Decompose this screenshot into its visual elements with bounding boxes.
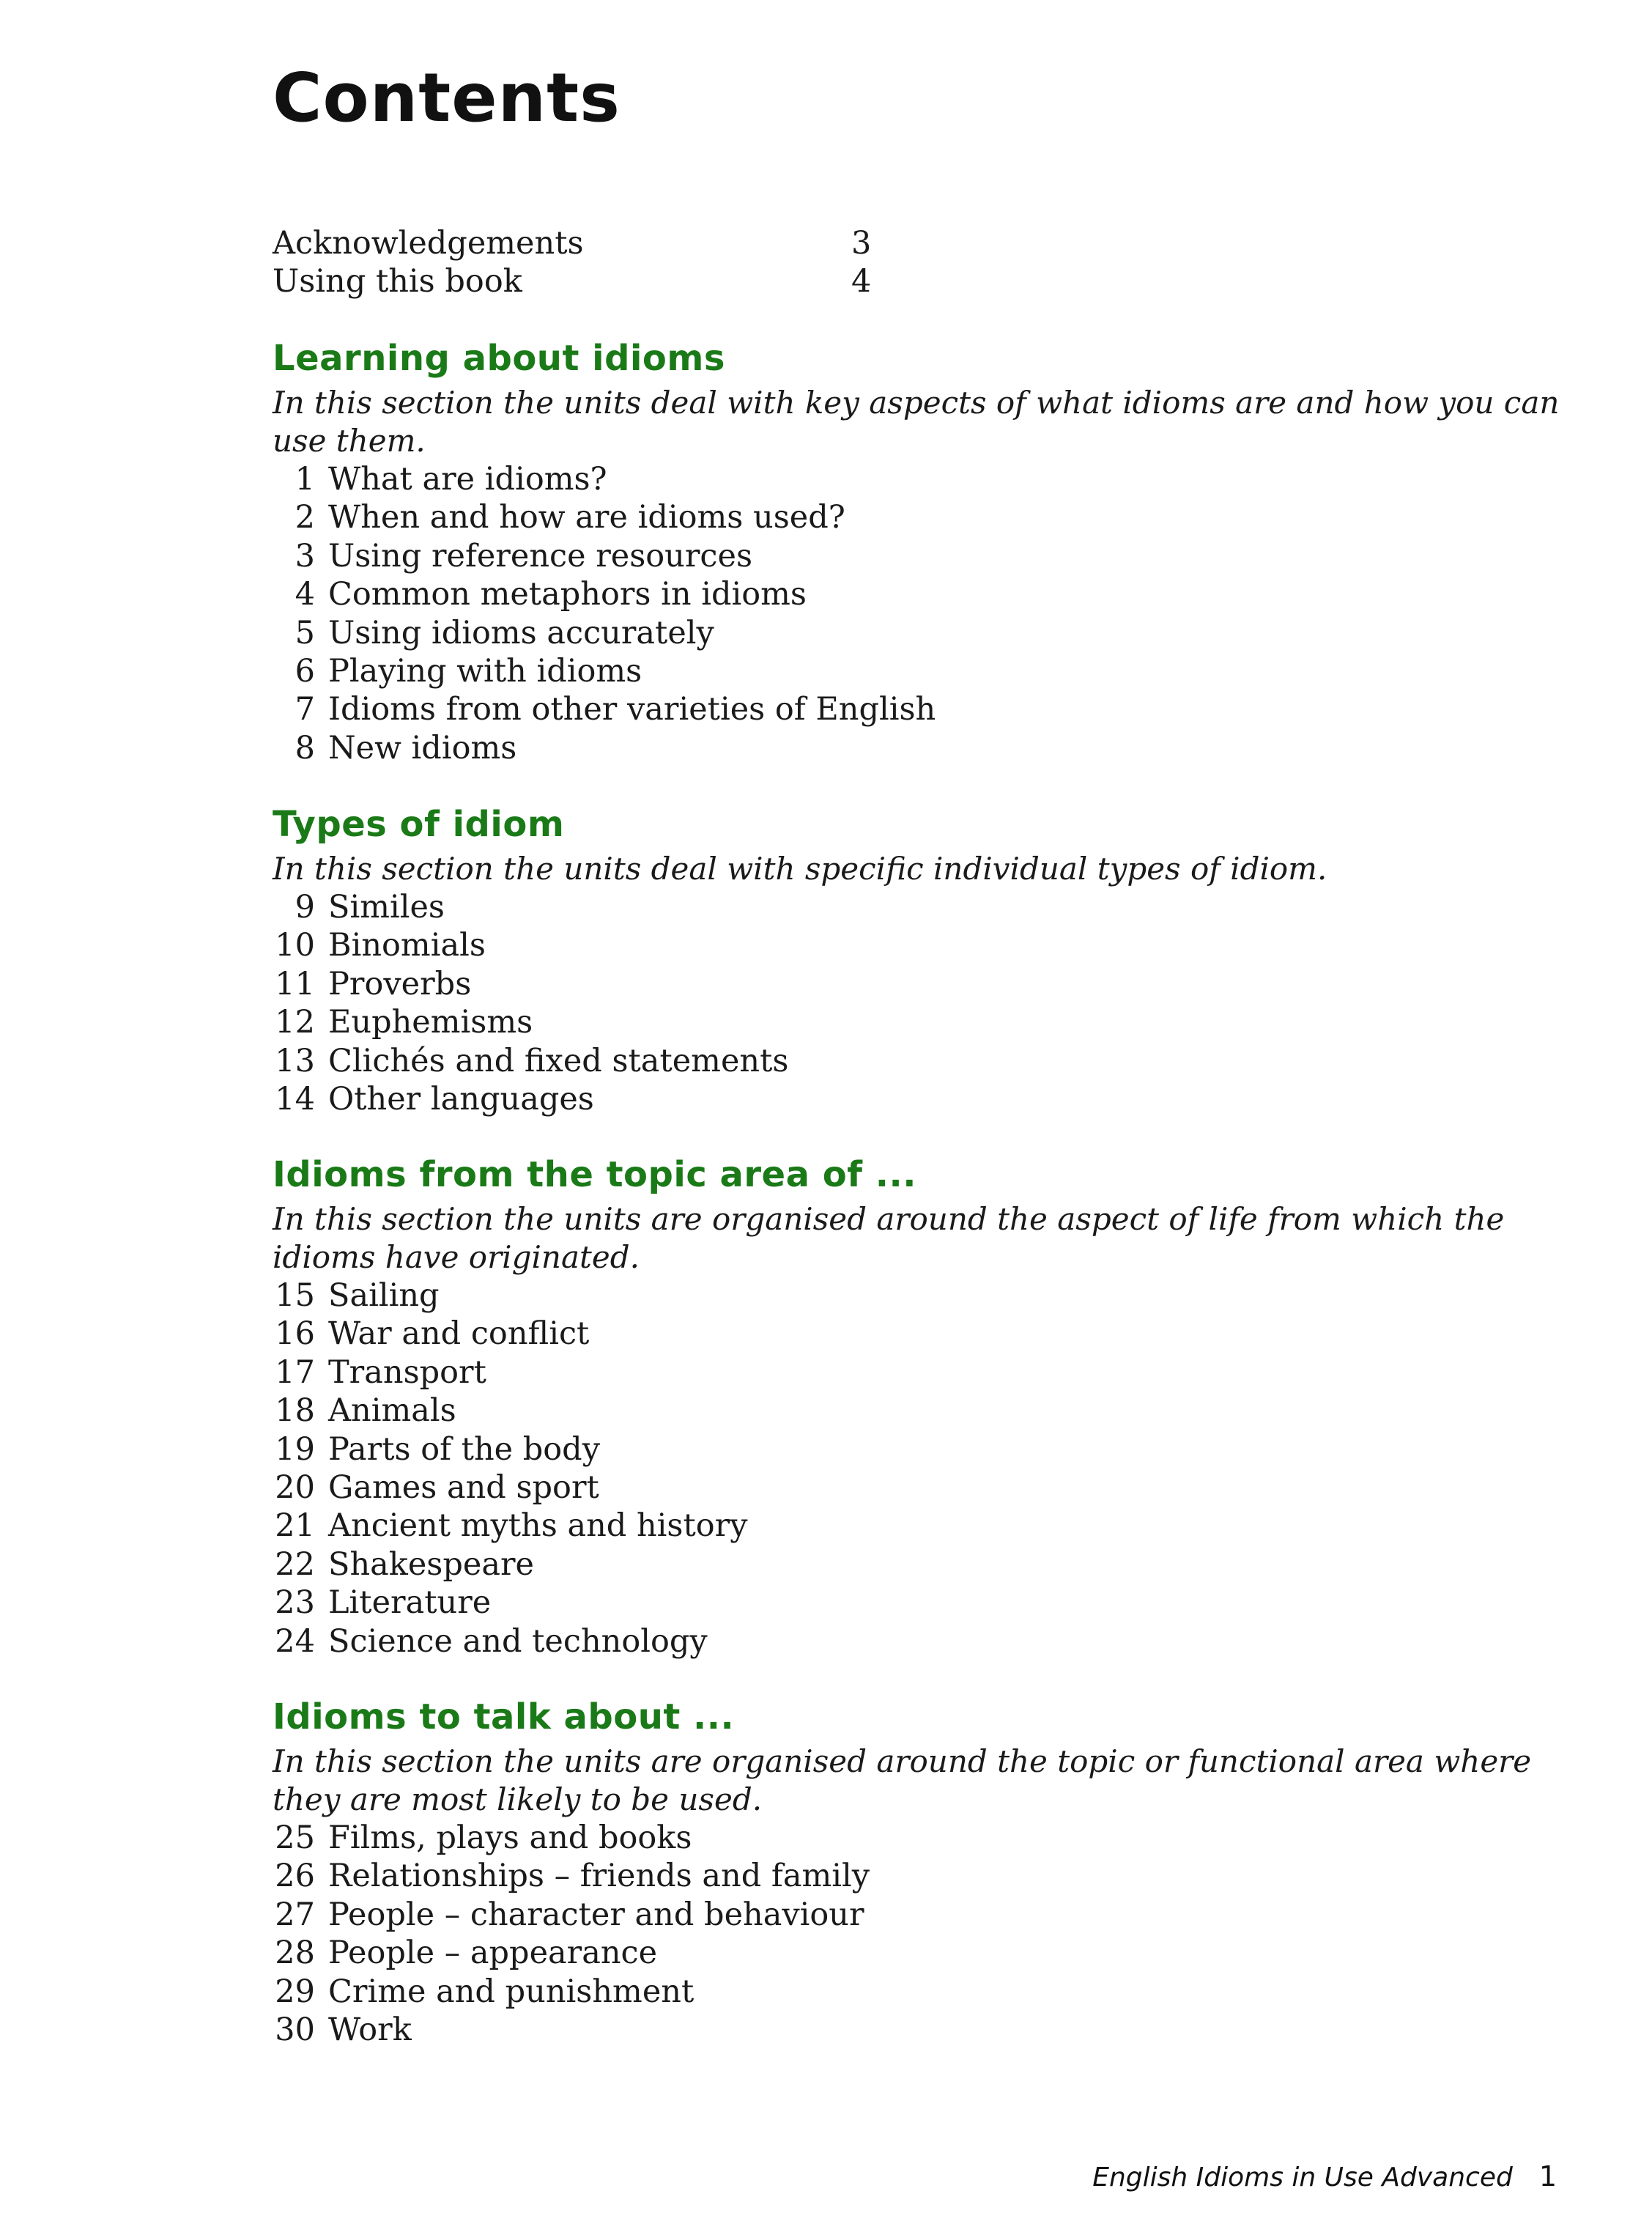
unit-number: 24	[275, 1622, 315, 1660]
unit-title: Binomials	[328, 927, 486, 964]
unit-item[interactable]	[273, 537, 1577, 575]
unit-title: Euphemisms	[328, 1004, 533, 1041]
unit-title: Science and technology	[328, 1622, 708, 1660]
unit-title: Using reference resources	[328, 537, 753, 575]
unit-number: 8	[295, 729, 315, 766]
unit-number: 23	[275, 1584, 315, 1622]
section-heading: Learning about idioms	[273, 338, 725, 379]
unit-title: Ancient myths and history	[328, 1507, 748, 1545]
unit-item[interactable]	[273, 1819, 1577, 1857]
unit-title: Relationships – friends and family	[328, 1858, 870, 1895]
section-description: In this section the units deal with key aspects of what idioms are and how you can use them.	[273, 385, 1560, 459]
unit-number: 28	[275, 1935, 315, 1972]
unit-number: 2	[295, 499, 315, 536]
unit-item[interactable]	[273, 1353, 1577, 1392]
unit-number: 19	[275, 1430, 315, 1468]
unit-item[interactable]	[273, 888, 1577, 926]
unit-item[interactable]	[273, 729, 1577, 767]
unit-item[interactable]	[273, 1622, 1577, 1660]
unit-title: Common metaphors in idioms	[328, 576, 807, 613]
unit-item[interactable]	[273, 652, 1577, 690]
page-title: Contents	[273, 59, 621, 137]
unit-number: 3	[295, 537, 315, 575]
unit-title: When and how are idioms used?	[328, 499, 845, 536]
unit-title: Using idioms accurately	[328, 614, 714, 651]
unit-item[interactable]	[273, 965, 1577, 1003]
section-description: In this section the units are organised around the topic or functional area where they are most likely to be used.	[273, 1743, 1532, 1817]
unit-number: 18	[275, 1392, 315, 1430]
unit-title: Animals	[328, 1392, 456, 1430]
unit-title: Similes	[328, 889, 445, 926]
unit-title: Proverbs	[328, 965, 472, 1002]
unit-title: Playing with idioms	[328, 652, 642, 690]
unit-title: Transport	[328, 1353, 486, 1391]
front-matter-label: Acknowledgements	[273, 225, 584, 262]
unit-item[interactable]	[273, 1507, 1577, 1545]
unit-item[interactable]	[273, 1277, 1577, 1315]
unit-title: Work	[328, 2011, 412, 2048]
unit-title: What are idioms?	[328, 461, 607, 498]
section-idioms-to-talk-about	[273, 1691, 1577, 2049]
unit-item[interactable]	[273, 498, 1577, 536]
unit-number: 22	[275, 1545, 315, 1583]
unit-number: 13	[275, 1042, 315, 1079]
front-matter-page: 4	[851, 263, 872, 300]
unit-item[interactable]	[273, 1392, 1577, 1430]
unit-title: Games and sport	[328, 1469, 599, 1506]
unit-list	[273, 460, 1577, 767]
unit-item[interactable]	[273, 575, 1577, 613]
footer-page-number: 1	[1538, 2160, 1557, 2192]
unit-number: 7	[295, 691, 315, 728]
unit-item[interactable]	[273, 1896, 1577, 1934]
section-heading: Types of idiom	[273, 804, 565, 845]
unit-number: 14	[275, 1080, 315, 1118]
unit-title: Films, plays and books	[328, 1820, 692, 1856]
unit-title: People – character and behaviour	[328, 1896, 864, 1933]
unit-number: 20	[275, 1469, 315, 1506]
unit-title: War and conflict	[328, 1315, 590, 1353]
section-description: In this section the units deal with specific individual types of idiom.	[273, 851, 1327, 887]
unit-item[interactable]	[273, 1003, 1577, 1041]
unit-list	[273, 1277, 1577, 1660]
unit-title: Parts of the body	[328, 1430, 601, 1468]
unit-item[interactable]	[273, 1973, 1577, 2011]
unit-number: 29	[275, 1973, 315, 2010]
section-idioms-from-topic-area	[273, 1149, 1577, 1660]
unit-number: 27	[275, 1896, 315, 1933]
unit-list	[273, 888, 1577, 1118]
unit-number: 1	[295, 461, 315, 498]
unit-title: Other languages	[328, 1080, 594, 1118]
section-description: In this section the units are organised around the aspect of life from which the idioms have originated.	[273, 1201, 1505, 1275]
unit-number: 11	[275, 965, 315, 1002]
unit-item[interactable]	[273, 1469, 1577, 1507]
front-matter-item[interactable]	[273, 224, 932, 262]
unit-item[interactable]	[273, 926, 1577, 964]
footer-book-title: English Idioms in Use Advanced	[1092, 2162, 1513, 2192]
unit-number: 16	[275, 1315, 315, 1353]
unit-item[interactable]	[273, 1042, 1577, 1080]
unit-item[interactable]	[273, 1545, 1577, 1584]
unit-number: 15	[275, 1277, 315, 1314]
unit-item[interactable]	[273, 614, 1577, 652]
front-matter-label: Using this book	[273, 263, 522, 300]
unit-title: Shakespeare	[328, 1545, 534, 1583]
unit-title: New idioms	[328, 729, 517, 766]
section-types-of-idiom	[273, 799, 1577, 1118]
unit-title: Literature	[328, 1584, 492, 1622]
unit-number: 9	[295, 889, 315, 926]
unit-item[interactable]	[273, 1430, 1577, 1469]
section-heading: Idioms from the topic area of ...	[273, 1154, 916, 1195]
unit-number: 25	[275, 1820, 315, 1856]
unit-item[interactable]	[273, 1857, 1577, 1895]
unit-title: Sailing	[328, 1277, 440, 1314]
unit-title: Clichés and fixed statements	[328, 1042, 789, 1079]
page-footer	[1092, 2160, 1557, 2192]
unit-item[interactable]	[273, 460, 1577, 498]
unit-number: 4	[295, 576, 315, 613]
unit-item[interactable]	[273, 1584, 1577, 1622]
unit-number: 26	[275, 1858, 315, 1895]
unit-title: Idioms from other varieties of English	[328, 691, 936, 728]
section-heading: Idioms to talk about ...	[273, 1696, 735, 1737]
unit-item[interactable]	[273, 690, 1577, 728]
unit-number: 6	[295, 652, 315, 690]
unit-number: 5	[295, 614, 315, 651]
unit-number: 12	[275, 1004, 315, 1041]
unit-item[interactable]	[273, 1315, 1577, 1353]
front-matter-item[interactable]	[273, 262, 932, 300]
unit-item[interactable]	[273, 1934, 1577, 1972]
unit-item[interactable]	[273, 2011, 1577, 2049]
unit-title: People – appearance	[328, 1935, 658, 1972]
unit-list	[273, 1819, 1577, 2049]
front-matter-list	[273, 224, 932, 300]
front-matter-page: 3	[851, 225, 872, 262]
unit-number: 17	[275, 1353, 315, 1391]
section-learning-about-idioms	[273, 333, 1577, 767]
unit-number: 21	[275, 1507, 315, 1545]
unit-item[interactable]	[273, 1080, 1577, 1118]
unit-number: 30	[275, 2011, 315, 2048]
unit-title: Crime and punishment	[328, 1973, 694, 2010]
unit-number: 10	[275, 927, 315, 964]
